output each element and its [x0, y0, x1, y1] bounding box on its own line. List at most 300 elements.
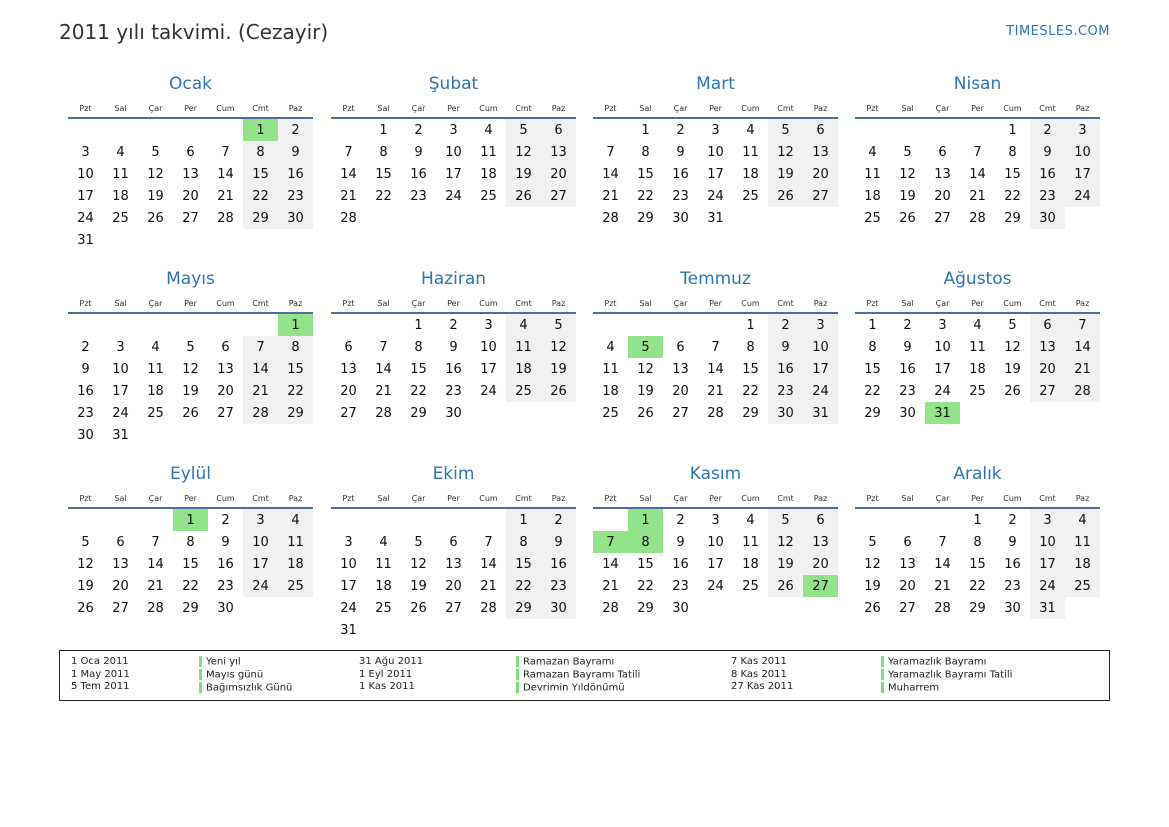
day-cell: 11 — [864, 166, 881, 182]
day-cell: 9 — [81, 361, 90, 377]
day-cell: 24 — [340, 600, 357, 616]
day-cell: 4 — [746, 512, 755, 528]
day-cell: 10 — [480, 339, 497, 355]
day-cell: 9 — [221, 534, 230, 550]
weekday-header: Per — [698, 489, 733, 508]
day-cell: 6 — [449, 534, 458, 550]
empty-cell — [208, 118, 243, 141]
day-cell: 19 — [541, 358, 576, 380]
day-cell: 14 — [602, 556, 619, 572]
day-cell: 11 — [278, 531, 313, 553]
weekday-header: Sal — [890, 489, 925, 508]
weekday-header: Cum — [208, 294, 243, 313]
day-cell: 29 — [182, 600, 199, 616]
legend-item — [516, 656, 640, 669]
month-grid — [855, 489, 1100, 619]
day-cell: 27 — [445, 600, 462, 616]
day-cell: 27 — [934, 210, 951, 226]
day-cell: 5 — [1008, 317, 1017, 333]
month-grid — [331, 99, 576, 229]
day-cell: 28 — [375, 405, 392, 421]
month-grid — [855, 99, 1100, 229]
day-cell: 13 — [445, 556, 462, 572]
day-cell: 4 — [151, 339, 160, 355]
weekday-header: Cum — [208, 99, 243, 118]
day-cell: 28 — [340, 210, 357, 226]
day-cell: 11 — [147, 361, 164, 377]
day-cell: 18 — [375, 578, 392, 594]
day-cell: 10 — [1065, 141, 1100, 163]
day-cell: 30 — [768, 402, 803, 424]
day-cell: 3 — [344, 534, 353, 550]
month-1 — [322, 73, 567, 229]
month-name: Aralık — [953, 464, 1002, 484]
day-cell: 5 — [151, 144, 160, 160]
weekday-header: Sal — [103, 99, 138, 118]
weekday-header: Per — [960, 489, 995, 508]
day-cell: 27 — [541, 185, 576, 207]
day-cell: 18 — [278, 553, 313, 575]
day-cell: 26 — [637, 405, 654, 421]
day-cell: 19 — [768, 553, 803, 575]
day-cell: 3 — [1065, 118, 1100, 141]
day-cell: 24 — [445, 188, 462, 204]
empty-cell — [593, 508, 628, 531]
legend-date: 1 May 2011 — [71, 668, 130, 680]
month-name: Eylül — [169, 464, 212, 484]
day-cell: 21 — [934, 578, 951, 594]
weekday-header: Paz — [1065, 294, 1100, 313]
weekday-header: Per — [960, 99, 995, 118]
weekday-header: Cum — [995, 489, 1030, 508]
day-cell: 30 — [541, 597, 576, 619]
weekday-header: Çar — [925, 99, 960, 118]
month-7 — [846, 268, 1091, 424]
day-cell: 27 — [217, 405, 234, 421]
legend-date: 8 Kas 2011 — [731, 668, 787, 680]
weekday-header: Çar — [138, 99, 173, 118]
day-cell: 10 — [1030, 531, 1065, 553]
day-cell: 9 — [414, 144, 423, 160]
day-cell: 16 — [278, 163, 313, 185]
month-grid — [68, 99, 313, 251]
empty-cell — [138, 118, 173, 141]
day-cell: 2 — [81, 339, 90, 355]
day-cell: 19 — [899, 188, 916, 204]
holiday-marker-icon — [199, 669, 202, 680]
day-cell: 12 — [77, 556, 94, 572]
day-cell: 4 — [379, 534, 388, 550]
month-5 — [322, 268, 567, 424]
empty-cell — [960, 118, 995, 141]
day-cell: 21 — [340, 188, 357, 204]
day-cell: 28 — [707, 405, 724, 421]
legend-date: 31 Ağu 2011 — [359, 656, 424, 667]
day-cell: 12 — [768, 141, 803, 163]
holiday-marker-icon — [881, 669, 884, 680]
day-cell: 15 — [864, 361, 881, 377]
day-cell: 2 — [449, 317, 458, 333]
day-cell: 22 — [243, 185, 278, 207]
month-name: Mayıs — [166, 269, 215, 289]
day-cell: 21 — [375, 383, 392, 399]
empty-cell — [331, 313, 366, 336]
legend-name-column — [881, 656, 1012, 696]
day-cell: 12 — [147, 166, 164, 182]
day-cell: 24 — [112, 405, 129, 421]
day-cell: 22 — [969, 578, 986, 594]
day-cell: 2 — [414, 122, 423, 138]
weekday-header: Pzt — [68, 294, 103, 313]
weekday-header: Per — [436, 99, 471, 118]
month-2 — [584, 73, 829, 229]
day-cell: 29 — [742, 405, 759, 421]
day-cell: 17 — [77, 188, 94, 204]
day-cell: 22 — [410, 383, 427, 399]
weekday-header: Cmt — [506, 294, 541, 313]
weekday-header: Cum — [733, 489, 768, 508]
day-cell: 23 — [541, 575, 576, 597]
weekday-header: Cmt — [768, 489, 803, 508]
weekday-header: Sal — [890, 99, 925, 118]
day-cell: 30 — [1004, 600, 1021, 616]
legend-holiday-name: Bağımsızlık Günü — [206, 682, 293, 694]
day-cell: 26 — [182, 405, 199, 421]
day-cell: 30 — [77, 427, 94, 443]
day-cell: 9 — [1008, 534, 1017, 550]
day-cell: 23 — [1030, 185, 1065, 207]
day-cell: 24 — [934, 383, 951, 399]
day-cell: 7 — [379, 339, 388, 355]
day-cell: 20 — [934, 188, 951, 204]
day-cell: 12 — [1004, 339, 1021, 355]
weekday-header: Cum — [995, 294, 1030, 313]
legend-date: 1 Oca 2011 — [71, 656, 129, 667]
weekday-header: Per — [173, 294, 208, 313]
day-cell: 5 — [414, 534, 423, 550]
day-cell: 13 — [803, 141, 838, 163]
day-cell: 26 — [541, 380, 576, 402]
day-cell: 31 — [925, 402, 960, 424]
day-cell: 8 — [186, 534, 195, 550]
holiday-marker-icon — [516, 682, 519, 693]
day-cell: 27 — [340, 405, 357, 421]
day-cell: 22 — [182, 578, 199, 594]
day-cell: 31 — [1030, 597, 1065, 619]
weekday-header: Çar — [138, 489, 173, 508]
day-cell: 17 — [934, 361, 951, 377]
day-cell: 5 — [768, 508, 803, 531]
day-cell: 7 — [151, 534, 160, 550]
weekday-header: Sal — [366, 99, 401, 118]
day-cell: 13 — [803, 531, 838, 553]
weekday-header: Çar — [401, 294, 436, 313]
day-cell: 13 — [899, 556, 916, 572]
day-cell: 28 — [1065, 380, 1100, 402]
month-grid — [68, 294, 313, 446]
day-cell: 29 — [410, 405, 427, 421]
day-cell: 19 — [410, 578, 427, 594]
day-cell: 23 — [217, 578, 234, 594]
day-cell: 31 — [707, 210, 724, 226]
day-cell: 22 — [278, 380, 313, 402]
day-cell: 18 — [506, 358, 541, 380]
weekday-header: Cmt — [768, 99, 803, 118]
day-cell: 19 — [147, 188, 164, 204]
day-cell: 4 — [506, 313, 541, 336]
day-cell: 19 — [768, 163, 803, 185]
day-cell: 6 — [903, 534, 912, 550]
empty-cell — [208, 313, 243, 336]
day-cell: 19 — [864, 578, 881, 594]
day-cell: 21 — [217, 188, 234, 204]
weekday-header: Paz — [278, 489, 313, 508]
day-cell: 11 — [506, 336, 541, 358]
legend-holiday-name: Yaramazlık Bayramı Tatili — [888, 669, 1013, 681]
day-cell: 24 — [480, 383, 497, 399]
weekday-header: Pzt — [331, 489, 366, 508]
weekday-header: Sal — [103, 489, 138, 508]
month-grid — [331, 294, 576, 424]
day-cell: 17 — [803, 358, 838, 380]
day-cell: 1 — [973, 512, 982, 528]
day-cell: 10 — [77, 166, 94, 182]
legend-name-column — [199, 656, 292, 696]
month-6 — [584, 268, 829, 424]
day-cell: 31 — [77, 232, 94, 248]
day-cell: 23 — [445, 383, 462, 399]
weekday-header: Paz — [803, 99, 838, 118]
day-cell: 28 — [243, 402, 278, 424]
day-cell: 15 — [637, 556, 654, 572]
day-cell: 16 — [1030, 163, 1065, 185]
day-cell: 30 — [1030, 207, 1065, 229]
legend-date: 1 Kas 2011 — [359, 681, 415, 693]
weekday-header: Pzt — [593, 99, 628, 118]
day-cell: 25 — [112, 210, 129, 226]
day-cell: 21 — [707, 383, 724, 399]
day-cell: 3 — [81, 144, 90, 160]
day-cell: 6 — [938, 144, 947, 160]
day-cell: 8 — [278, 336, 313, 358]
day-cell: 12 — [182, 361, 199, 377]
holiday-marker-icon — [199, 656, 202, 667]
empty-cell — [331, 508, 366, 531]
day-cell: 23 — [1004, 578, 1021, 594]
weekday-header: Sal — [103, 294, 138, 313]
weekday-header: Per — [698, 99, 733, 118]
day-cell: 21 — [602, 578, 619, 594]
day-cell: 15 — [742, 361, 759, 377]
weekday-header: Per — [436, 294, 471, 313]
day-cell: 1 — [379, 122, 388, 138]
weekday-header: Per — [960, 294, 995, 313]
month-name: Haziran — [420, 269, 487, 289]
day-cell: 13 — [340, 361, 357, 377]
day-cell: 8 — [628, 531, 663, 553]
day-cell: 3 — [484, 317, 493, 333]
weekday-header: Cum — [733, 99, 768, 118]
day-cell: 12 — [410, 556, 427, 572]
month-grid — [331, 489, 576, 641]
day-cell: 19 — [182, 383, 199, 399]
day-cell: 4 — [973, 317, 982, 333]
weekday-header: Paz — [541, 99, 576, 118]
day-cell: 25 — [147, 405, 164, 421]
day-cell: 20 — [112, 578, 129, 594]
weekday-header: Cmt — [243, 489, 278, 508]
weekday-header: Cum — [208, 489, 243, 508]
day-cell: 14 — [969, 166, 986, 182]
day-cell: 22 — [1004, 188, 1021, 204]
day-cell: 9 — [768, 336, 803, 358]
day-cell: 18 — [480, 166, 497, 182]
day-cell: 18 — [742, 556, 759, 572]
empty-cell — [663, 313, 698, 336]
day-cell: 3 — [711, 122, 720, 138]
day-cell: 2 — [676, 512, 685, 528]
day-cell: 25 — [969, 383, 986, 399]
weekday-header: Cum — [471, 294, 506, 313]
day-cell: 30 — [899, 405, 916, 421]
legend-holiday-name: Ramazan Bayramı — [523, 656, 615, 668]
day-cell: 6 — [116, 534, 125, 550]
day-cell: 29 — [864, 405, 881, 421]
day-cell: 3 — [711, 512, 720, 528]
empty-cell — [173, 313, 208, 336]
legend-item — [881, 682, 1012, 695]
legend-date: 7 Kas 2011 — [731, 656, 787, 667]
day-cell: 8 — [506, 531, 541, 553]
day-cell: 10 — [707, 534, 724, 550]
weekday-header: Per — [173, 99, 208, 118]
day-cell: 9 — [903, 339, 912, 355]
day-cell: 23 — [77, 405, 94, 421]
day-cell: 11 — [1065, 531, 1100, 553]
legend-date: 5 Tem 2011 — [71, 681, 130, 693]
empty-cell — [366, 313, 401, 336]
day-cell: 7 — [593, 531, 628, 553]
month-name: Temmuz — [680, 269, 751, 289]
empty-cell — [593, 313, 628, 336]
day-cell: 5 — [81, 534, 90, 550]
day-cell: 7 — [344, 144, 353, 160]
legend-holiday-name: Muharrem — [888, 682, 940, 694]
day-cell: 30 — [217, 600, 234, 616]
weekday-header: Pzt — [331, 294, 366, 313]
day-cell: 18 — [147, 383, 164, 399]
weekday-header: Pzt — [855, 489, 890, 508]
day-cell: 23 — [278, 185, 313, 207]
day-cell: 22 — [375, 188, 392, 204]
day-cell: 22 — [864, 383, 881, 399]
day-cell: 22 — [506, 575, 541, 597]
empty-cell — [366, 508, 401, 531]
weekday-header: Sal — [628, 294, 663, 313]
day-cell: 2 — [1030, 118, 1065, 141]
day-cell: 14 — [707, 361, 724, 377]
day-cell: 31 — [112, 427, 129, 443]
day-cell: 23 — [672, 578, 689, 594]
day-cell: 6 — [186, 144, 195, 160]
day-cell: 14 — [1065, 336, 1100, 358]
empty-cell — [925, 118, 960, 141]
month-grid — [593, 294, 838, 424]
site-link[interactable]: TIMESLES.COM — [1006, 24, 1110, 39]
day-cell: 25 — [1065, 575, 1100, 597]
legend-name-column — [516, 656, 640, 696]
empty-cell — [890, 118, 925, 141]
day-cell: 2 — [676, 122, 685, 138]
day-cell: 3 — [243, 508, 278, 531]
day-cell: 25 — [506, 380, 541, 402]
day-cell: 19 — [506, 163, 541, 185]
empty-cell — [138, 313, 173, 336]
day-cell: 24 — [707, 188, 724, 204]
day-cell: 1 — [506, 508, 541, 531]
weekday-header: Cum — [471, 99, 506, 118]
empty-cell — [925, 508, 960, 531]
day-cell: 17 — [707, 556, 724, 572]
month-11 — [846, 463, 1091, 619]
day-cell: 20 — [445, 578, 462, 594]
day-cell: 4 — [278, 508, 313, 531]
day-cell: 6 — [676, 339, 685, 355]
day-cell: 8 — [414, 339, 423, 355]
weekday-header: Cmt — [768, 294, 803, 313]
day-cell: 27 — [803, 185, 838, 207]
day-cell: 8 — [641, 144, 650, 160]
day-cell: 24 — [77, 210, 94, 226]
weekday-header: Cum — [995, 99, 1030, 118]
day-cell: 20 — [803, 163, 838, 185]
legend-holiday-name: Yeni yıl — [206, 656, 241, 668]
day-cell: 21 — [1065, 358, 1100, 380]
weekday-header: Pzt — [68, 489, 103, 508]
day-cell: 23 — [899, 383, 916, 399]
weekday-header: Per — [698, 294, 733, 313]
day-cell: 2 — [278, 118, 313, 141]
month-grid — [68, 489, 313, 619]
month-4 — [59, 268, 304, 446]
day-cell: 13 — [112, 556, 129, 572]
day-cell: 4 — [606, 339, 615, 355]
day-cell: 28 — [934, 600, 951, 616]
month-name: Şubat — [428, 74, 479, 94]
weekday-header: Pzt — [855, 99, 890, 118]
day-cell: 11 — [602, 361, 619, 377]
legend-date-column — [71, 656, 130, 694]
weekday-header: Çar — [663, 489, 698, 508]
empty-cell — [890, 508, 925, 531]
day-cell: 7 — [243, 336, 278, 358]
day-cell: 2 — [221, 512, 230, 528]
day-cell: 23 — [768, 380, 803, 402]
legend-date-column — [359, 656, 423, 694]
day-cell: 24 — [1030, 575, 1065, 597]
day-cell: 7 — [484, 534, 493, 550]
day-cell: 26 — [77, 600, 94, 616]
day-cell: 12 — [506, 141, 541, 163]
day-cell: 28 — [602, 600, 619, 616]
weekday-header: Çar — [925, 489, 960, 508]
day-cell: 14 — [217, 166, 234, 182]
day-cell: 14 — [602, 166, 619, 182]
weekday-header: Paz — [541, 294, 576, 313]
legend-item — [881, 669, 1012, 682]
day-cell: 30 — [445, 405, 462, 421]
day-cell: 11 — [742, 144, 759, 160]
